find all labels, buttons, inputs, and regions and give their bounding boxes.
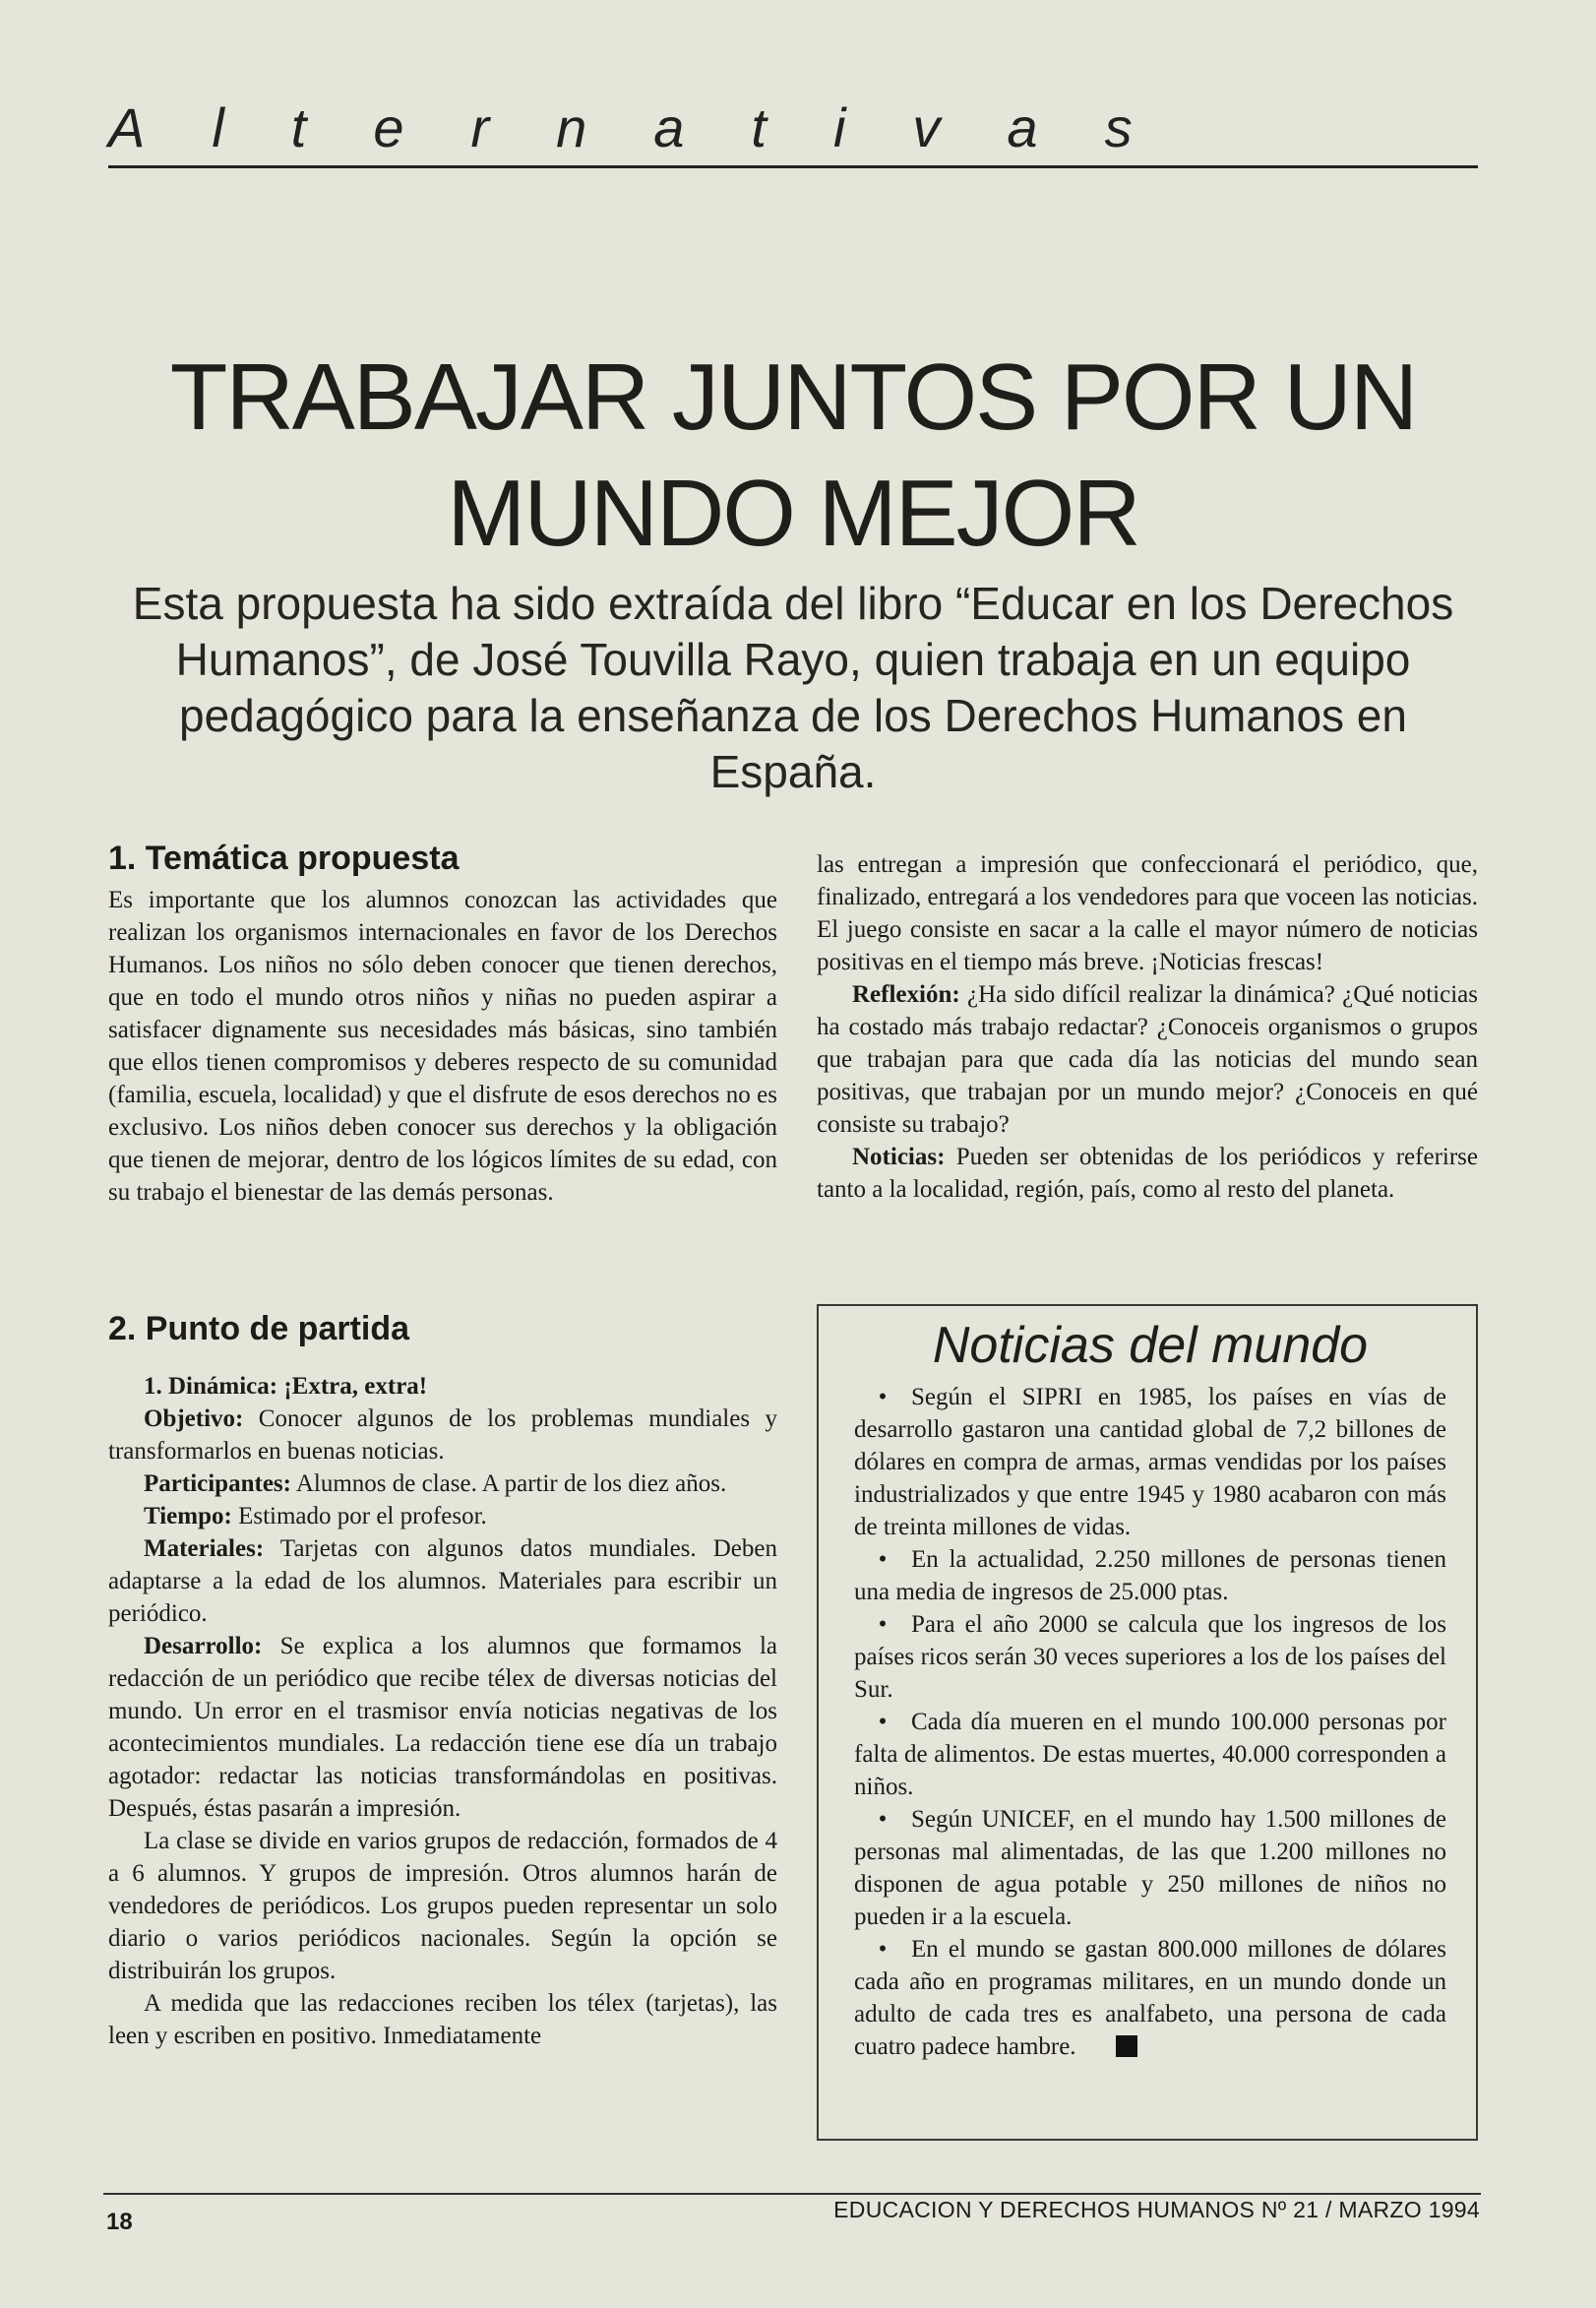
tiempo-label: Tiempo: (144, 1503, 232, 1529)
box-item: • Cada día mueren en el mundo 100.000 personas por falta de alimentos. De estas muertes, 40.000 corresponden a niños. (854, 1706, 1446, 1803)
noticias-label: Noticias: (852, 1144, 946, 1170)
telex-paragraph: A medida que las redacciones reciben los télex (tarjetas), las leen y escriben en positivo. Inmediatamente (108, 1990, 777, 2049)
tematica-text: Es importante que los alumnos conozcan las actividades que realizan los organismos internacionales en favor de los Derechos Humanos. Los niños no sólo deben conocer que tienen derechos, que en todo el mundo otros niños y niñas no pueden aspirar a satisfacer dignamente sus necesidades más básicas, sino también que ellos tienen compromisos y deberes respecto de su comunidad (familia, escuela, localidad) y que el disfrute de esos derechos no es exclusivo. Los niños deben conocer sus derechos y la obligación que tienen de mejorar, dentro de los lógicos límites de su edad, con su trabajo el bienestar de las demás personas. (108, 887, 777, 1206)
objetivo-paragraph: Objetivo: Conocer algunos de los problemas mundiales y transformarlos en buenas noticias. (108, 1405, 777, 1465)
box-item: • En el mundo se gastan 800.000 millones de dólares cada año en programas militares, en un mundo donde un adulto de cada tres es analfabeto, una persona de cada cuatro padece hambre. (854, 1933, 1446, 2063)
footer-rule (103, 2193, 1481, 2195)
section-tag: Alternativas (108, 96, 1199, 158)
section-tematica (108, 839, 777, 1209)
end-square-icon (1116, 2035, 1137, 2057)
dinamica-title: 1. Dinámica: ¡Extra, extra! (144, 1373, 428, 1400)
box-item: • Para el año 2000 se calcula que los ingresos de los países ricos serán 30 veces superiores a los de los países del Sur. (854, 1608, 1446, 1706)
materiales-paragraph: Materiales: Tarjetas con algunos datos mundiales. Deben adaptarse a la edad de los alumnos. Materiales para escribir un periódico. (108, 1535, 777, 1627)
bullet-icon: • (878, 1806, 888, 1833)
title-line-1: TRABAJAR JUNTOS POR UN (169, 344, 1417, 450)
publication-footer: EDUCACION Y DERECHOS HUMANOS Nº 21 / MARZO 1994 (833, 2197, 1480, 2222)
section-punto-de-partida (108, 1309, 777, 2052)
participantes-paragraph: Participantes: Alumnos de clase. A partir de los diez años. (144, 1470, 727, 1497)
grupos-paragraph: La clase se divide en varios grupos de redacción, formados de 4 a 6 alumnos. Y grupos de impresión. Otros alumnos harán de vendedores de periódicos. Los grupos pueden representar un solo diario o varios periódicos nacionales. Según la opción se distribuirán los grupos. (108, 1828, 777, 1984)
reflexion-label: Reflexión: (852, 981, 960, 1008)
box-item: • Según el SIPRI en 1985, los países en vías de desarrollo gastaron una cantidad global de 7,2 billones de dólares en compra de armas, armas vendidas por los países industrializados y que entre 1945 y 1980 acabaron con más de treinta millones de vidas. (854, 1381, 1446, 1543)
bullet-icon: • (878, 1936, 888, 1963)
box-item: • Según UNICEF, en el mundo hay 1.500 millones de personas mal alimentadas, de las que 1.200 millones no disponen de agua potable y 250 millones de niños no pueden ir a la escuela. (854, 1803, 1446, 1933)
reflexion-paragraph: Reflexión: ¿Ha sido difícil realizar la dinámica? ¿Qué noticias ha costado más trabajo redactar? ¿Conoceis organismos o grupos que trabajan para que cada día las noticias del mundo sean positivas, que trabajan por un mundo mejor? ¿Conoceis en qué consiste su trabajo? (817, 981, 1478, 1138)
title-line-2: MUNDO MEJOR (447, 461, 1139, 566)
lead-paragraph: Esta propuesta ha sido extraída del libro “Educar en los Derechos Humanos”, de José Touvilla Rayo, quien trabaja en un equipo pedagógico para la enseñanza de los Derechos Humanos en España. (132, 578, 1454, 797)
continuation-column (817, 848, 1478, 1206)
section-heading-punto-de-partida: 2. Punto de partida (108, 1310, 410, 1347)
participantes-label: Participantes: (144, 1470, 291, 1497)
continuation-paragraph: las entregan a impresión que confeccionará el periódico, que, finalizado, entregará a los vendedores para que voceen las noticias. El juego consiste en sacar a la calle el mayor número de noticias positivas en el tiempo más breve. ¡Noticias frescas! (817, 851, 1478, 975)
page-number: 18 (106, 2209, 133, 2235)
tiempo-paragraph: Tiempo: Estimado por el profesor. (144, 1503, 487, 1529)
box-item: • En la actualidad, 2.250 millones de personas tienen una media de ingresos de 25.000 ptas. (854, 1543, 1446, 1608)
noticias-paragraph: Noticias: Pueden ser obtenidas de los periódicos y referirse tanto a la localidad, región, país, como al resto del planeta. (817, 1144, 1478, 1203)
section-rule (108, 165, 1478, 168)
objetivo-label: Objetivo: (144, 1405, 244, 1432)
box-title: Noticias del mundo (932, 1317, 1369, 1374)
desarrollo-paragraph: Desarrollo: Se explica a los alumnos que formamos la redacción de un periódico que recibe télex de diversas noticias del mundo. Un error en el trasmisor envía noticias negativas de los acontecimientos mundiales. La redacción tiene ese día un trabajo agotador: redactar las noticias transformándolas en positivas. Después, éstas pasarán a impresión. (108, 1633, 777, 1822)
desarrollo-label: Desarrollo: (144, 1633, 263, 1659)
bullet-icon: • (878, 1384, 888, 1410)
bullet-icon: • (878, 1709, 888, 1735)
page-title (108, 340, 1478, 572)
noticias-del-mundo-box (817, 1304, 1478, 2141)
bullet-icon: • (878, 1546, 888, 1573)
bullet-icon: • (878, 1611, 888, 1638)
materiales-label: Materiales: (144, 1535, 265, 1562)
section-heading-tematica: 1. Temática propuesta (108, 840, 460, 877)
